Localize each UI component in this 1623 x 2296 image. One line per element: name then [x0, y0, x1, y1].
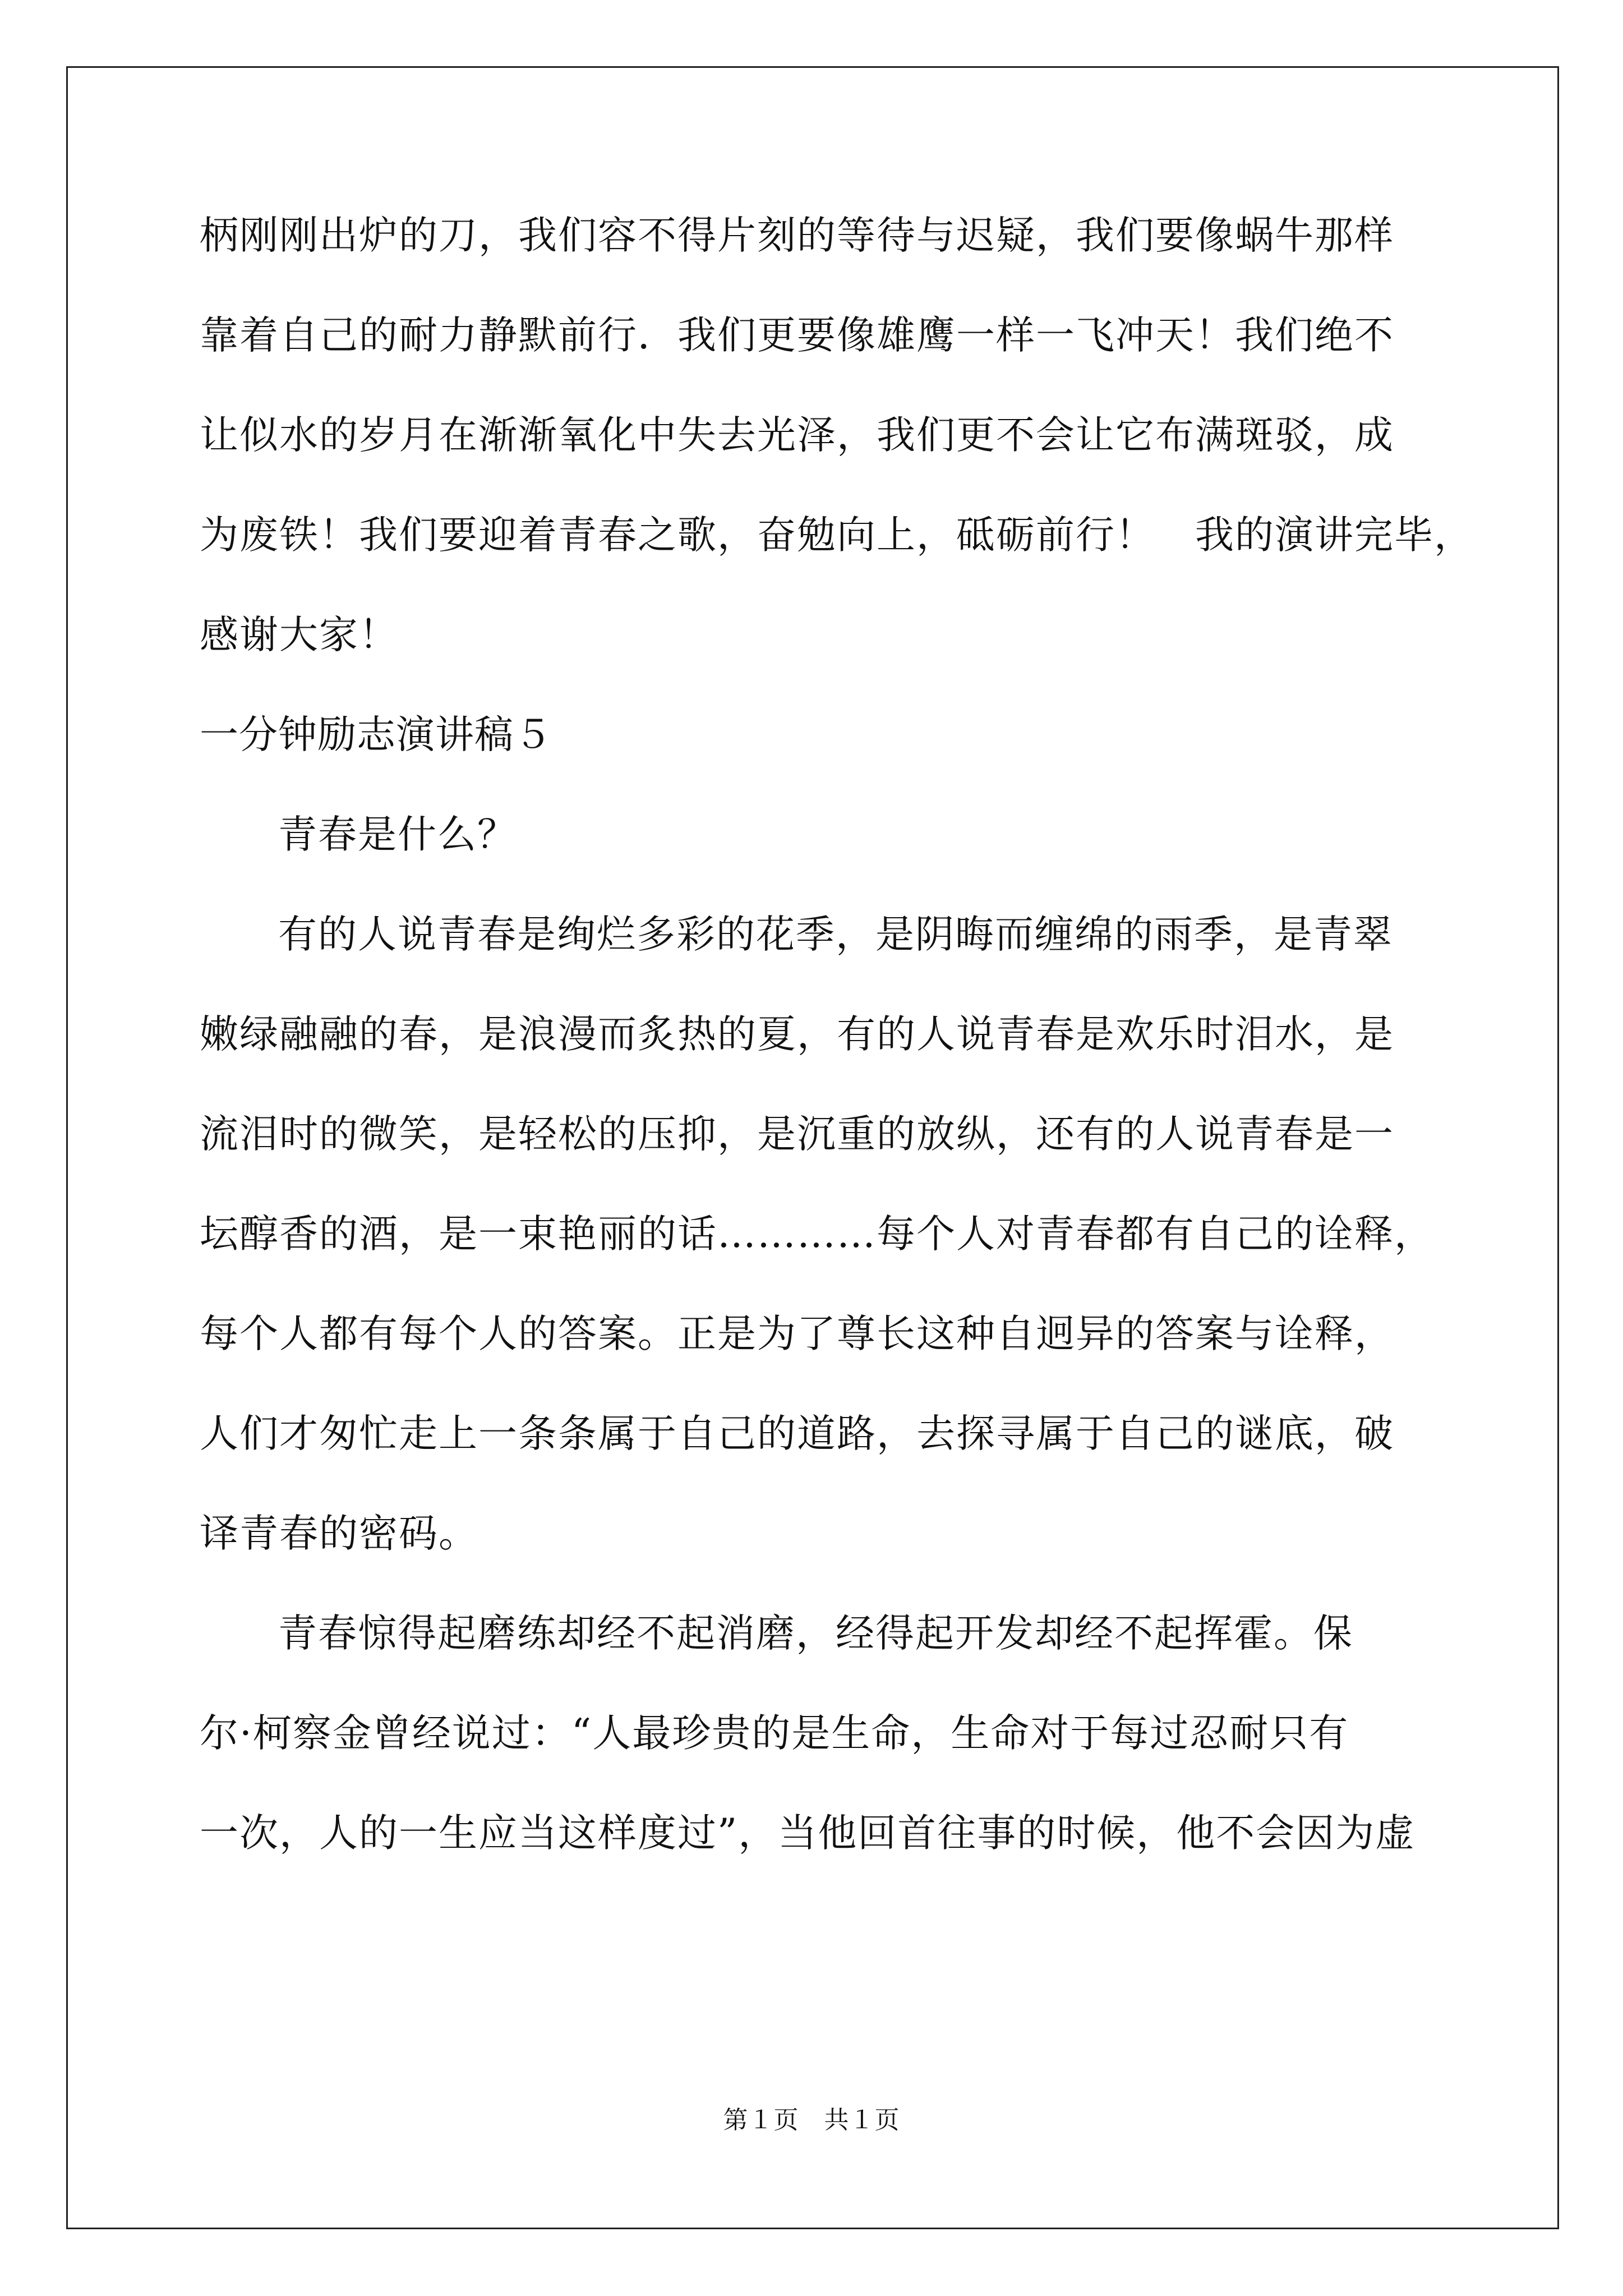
paragraph-line: 流泪时的微笑，是轻松的压抑，是沉重的放纵，还有的人说青春是一	[200, 1112, 1394, 1157]
paragraph-line: 有的人说青春是绚烂多彩的花季，是阴晦而缠绵的雨季，是青翠	[278, 912, 1393, 957]
paragraph-line: 嫩绿融融的春，是浪漫而炙热的夏，有的人说青春是欢乐时泪水，是	[200, 1012, 1394, 1057]
paragraph-line: 一次，人的一生应当这样度过”，当他回首往事的时候，他不会因为虚	[200, 1811, 1415, 1856]
body-line: 靠着自己的耐力静默前行．我们更要像雄鹰一样一飞冲天！我们绝不	[200, 313, 1394, 358]
paragraph-line: 坛醇香的酒，是一束艳丽的话…………每个人对青春都有自己的诠释，	[200, 1212, 1434, 1257]
body-line: 感谢大家！	[200, 613, 399, 657]
body-line: 让似水的岁月在渐渐氧化中失去光泽，我们更不会让它布满斑驳，成	[200, 413, 1394, 458]
paragraph-line: 译青春的密码。	[200, 1511, 478, 1556]
body-line: 为废铁！我们要迎着青春之歌，奋勉向上，砥砺前行！ 我的演讲完毕，	[200, 513, 1474, 558]
paragraph-line: 尔·柯察金曾经说过：“人最珍贵的是生命，生命对于每过忍耐只有	[200, 1711, 1349, 1756]
document-body	[200, 208, 1490, 1905]
section-title: 一分钟励志演讲稿５	[200, 712, 553, 757]
paragraph-line: 青春惊得起磨练却经不起消磨，经得起开发却经不起挥霍。保	[278, 1611, 1353, 1656]
question-line: 青春是什么？	[278, 812, 517, 857]
paragraph-line: 人们才匆忙走上一条条属于自己的道路，去探寻属于自己的谜底，破	[200, 1411, 1394, 1456]
page-footer: 第１页 共１页	[723, 2106, 900, 2134]
body-line: 柄刚刚出炉的刀，我们容不得片刻的等待与迟疑，我们要像蜗牛那样	[200, 213, 1394, 258]
paragraph-line: 每个人都有每个人的答案。正是为了尊长这种自迥异的答案与诠释，	[200, 1312, 1394, 1356]
